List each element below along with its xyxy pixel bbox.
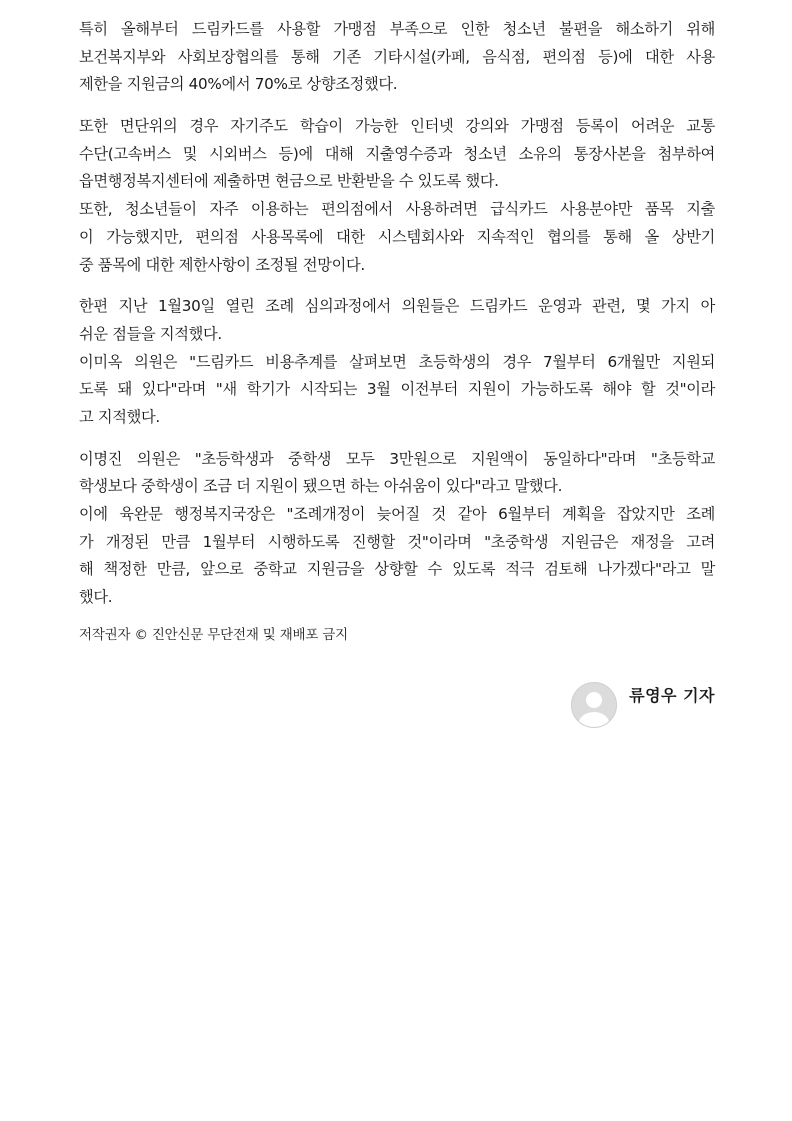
text-line: 이미옥 의원은 "드림카드 비용추계를 살펴보면 초등학생의 경우 7월부터 6개월만 지원되: [79, 352, 715, 371]
text-line: 고 지적했다.: [79, 407, 160, 426]
text-line: 학생보다 중학생이 조금 더 지원이 됐으면 하는 아쉬움이 있다"라고 말했다.: [79, 477, 563, 496]
text-line: 이 가능했지만, 편의점 사용목록에 대한 시스템회사와 지속적인 협의를 통해 올 상반기: [79, 227, 715, 246]
paragraph-4: [79, 446, 715, 612]
text-line: 쉬운 점들을 지적했다.: [79, 324, 222, 343]
article-body: [79, 16, 715, 644]
paragraph-2: [79, 113, 715, 279]
text-line: 이명진 의원은 "초등학생과 중학생 모두 3만원으로 지원액이 동일하다"라며 "초등학교: [79, 449, 715, 468]
text-line: 특히 올해부터 드림카드를 사용할 가맹점 부족으로 인한 청소년 불편을 해소하기 위해: [79, 20, 715, 38]
text-line: 했다.: [79, 588, 113, 607]
person-silhouette-icon: [572, 683, 616, 727]
text-line: 가 개정된 만큼 1월부터 시행하도록 진행할 것"이라며 "초중학생 지원금은 재정을 고려: [79, 532, 715, 551]
text-line: 이에 육완문 행정복지국장은 "조례개정이 늦어질 것 같아 6월부터 계획을 잡았지만 조례: [79, 505, 715, 523]
text-line: 한편 지난 1월30일 열린 조례 심의과정에서 의원들은 드림카드 운영과 관련, 몇 가지 아: [79, 297, 715, 316]
text-line: 또한 면단위의 경우 자기주도 학습이 가능한 인터넷 강의와 가맹점 등록이 어려운 교통: [79, 117, 715, 136]
text-line: 제한을 지원금의 40%에서 70%로 상향조정했다.: [79, 75, 398, 94]
text-line: 보건복지부와 사회보장협의를 통해 기존 기타시설(카페, 음식점, 편의점 등)에 대한 사용: [79, 47, 715, 66]
text-line: 또한, 청소년들이 자주 이용하는 편의점에서 사용하려면 급식카드 사용분야만 품목 지출: [79, 200, 715, 219]
paragraph-1: [79, 16, 715, 99]
text-line: 해 책정한 만큼, 앞으로 중학교 지원금을 상향할 수 있도록 적극 검토해 나가겠다"라고 말: [79, 560, 715, 579]
reporter-name[interactable]: 류영우 기자: [629, 686, 715, 705]
text-line: 수단(고속버스 및 시외버스 등)에 대해 지출영수증과 청소년 소유의 통장사본을 첨부하여: [79, 144, 715, 163]
text-line: 도록 돼 있다"라며 "새 학기가 시작되는 3월 이전부터 지원이 가능하도록 해야 할 것"이라: [79, 380, 715, 399]
copyright-notice: 저작권자 © 진안신문 무단전재 및 재배포 금지: [79, 626, 348, 643]
text-line: 읍면행정복지센터에 제출하면 현금으로 반환받을 수 있도록 했다.: [79, 172, 499, 191]
avatar: [571, 682, 617, 728]
paragraph-3: [79, 293, 715, 431]
reporter-byline[interactable]: [571, 682, 715, 728]
text-line: 중 품목에 대한 제한사항이 조정될 전망이다.: [79, 255, 365, 274]
